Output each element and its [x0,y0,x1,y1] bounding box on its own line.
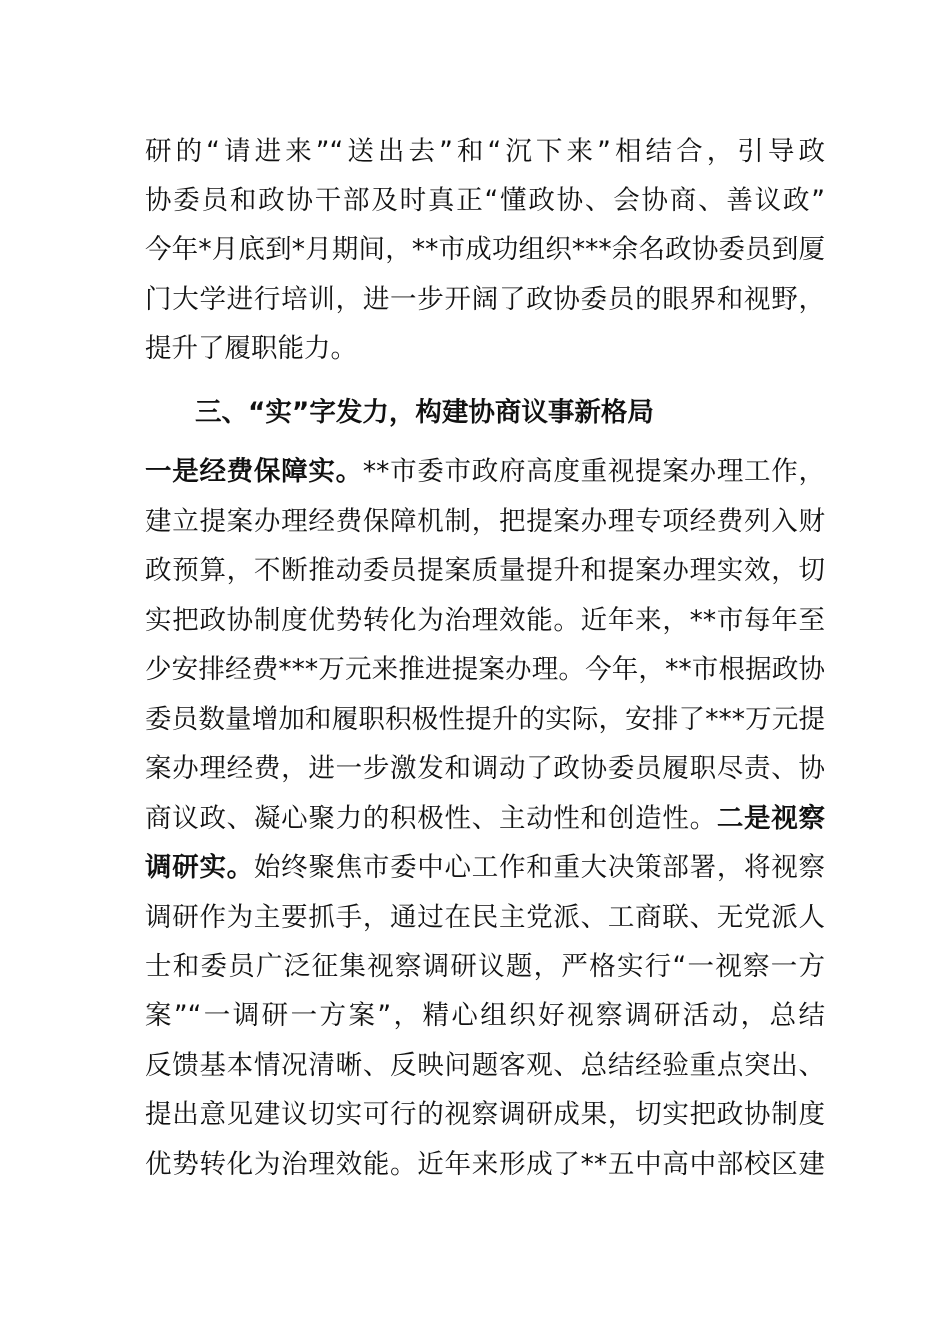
section-heading: 三、“实”字发力，构建协商议事新格局 [195,397,654,428]
text-line: 今年*月底到*月期间，**市成功组织***余名政协委员到厦 [145,234,825,265]
text-line [145,452,825,492]
text-line: 协委员和政协干部及时真正“懂政协、会协商、善议政” [145,185,825,216]
text-run: **市委市政府高度重视提案办理工作， [362,456,825,487]
text-line: 提出意见建议切实可行的视察调研成果，切实把政协制度 [145,1099,825,1130]
text-line: 反馈基本情况清晰、反映问题客观、总结经验重点突出、 [145,1050,825,1081]
text-line: 研的“请进来”“送出去”和“沉下来”相结合，引导政 [145,136,825,167]
text-run: 商议政、凝心聚力的积极性、主动性和创造性。 [145,803,717,834]
text-line [145,848,825,888]
text-line: 案”“一调研一方案”，精心组织好视察调研活动，总结 [145,1000,825,1031]
text-line: 少安排经费***万元来推进提案办理。今年，**市根据政协 [145,654,825,685]
bold-lead: 二是视察 [716,803,825,834]
text-line: 提升了履职能力。 [145,333,357,364]
text-line: 优势转化为治理效能。近年来形成了**五中高中部校区建 [145,1149,825,1180]
text-line: 调研作为主要抓手，通过在民主党派、工商联、无党派人 [145,902,825,933]
text-line: 门大学进行培训，进一步开阔了政协委员的眼界和视野， [145,284,825,315]
text-line: 政预算，不断推动委员提案质量提升和提案办理实效，切 [145,555,825,586]
text-line: 建立提案办理经费保障机制，把提案办理专项经费列入财 [145,506,825,537]
text-line: 实把政协制度优势转化为治理效能。近年来，**市每年至 [145,605,825,636]
bold-lead: 一是经费保障实。 [145,456,363,487]
text-line: 委员数量增加和履职积极性提升的实际，安排了***万元提 [145,704,825,735]
text-line: 士和委员广泛征集视察调研议题，严格实行“一视察一方 [145,951,825,982]
text-line: 案办理经费，进一步激发和调动了政协委员履职尽责、协 [145,753,825,784]
text-line [145,799,825,839]
text-run: 始终聚焦市委中心工作和重大决策部署，将视察 [253,852,825,883]
bold-lead: 调研实。 [145,852,254,883]
